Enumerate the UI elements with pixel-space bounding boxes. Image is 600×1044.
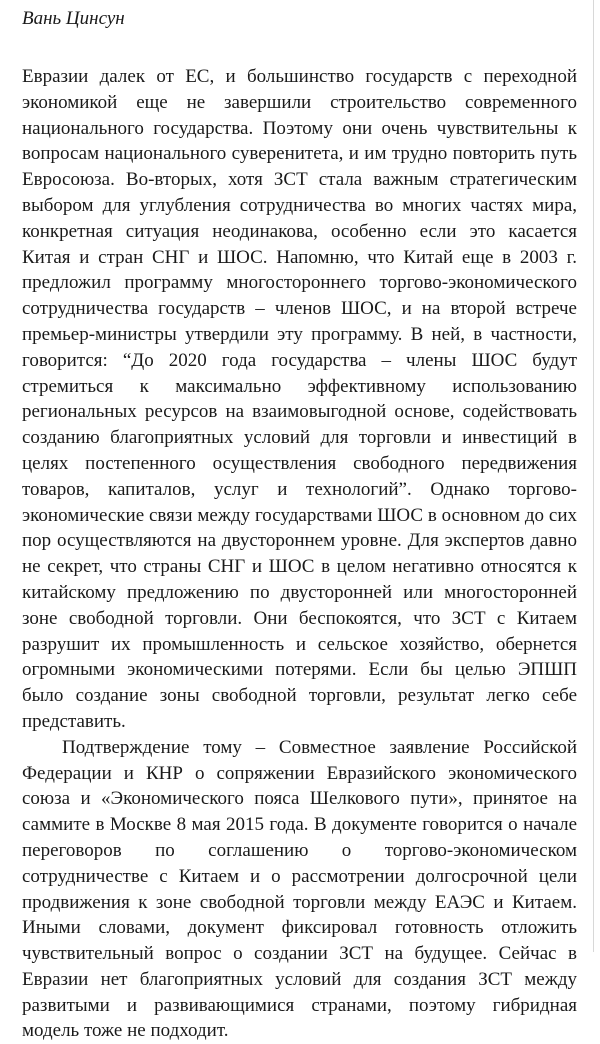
- body-text: [22, 64, 577, 1044]
- paragraph-continued: Евразии далек от ЕС, и большинство государств с переходной экономикой еще не завершили строительство современного национального государства. Поэтому они очень чувствительны к вопросам национального суверенитета, и им трудно повторить путь Евросоюза. Во-вторых, хотя ЗСТ стала важным стратегическим выбором для углубления сотрудничества во многих частях мира, конкретная ситуация неодинакова, особенно если это касается Китая и стран СНГ и ШОС. Напомню, что Китай еще в 2003 г. предложил программу многостороннего торгово-экономического сотрудничества государств – членов ШОС, и на второй встрече премьер-министры утвердили эту программу. В ней, в частности, говорится: “До 2020 года государства – члены ШОС будут стремиться к максимально эффективному использованию региональных ресурсов на взаимовыгодной основе, содействовать созданию благоприятных условий для торговли и инвестиций в целях постепенного осуществления свободного передвижения товаров, капиталов, услуг и технологий”. Однако торгово-экономические связи между государствами ШОС в основном до сих пор осуществляются на двустороннем уровне. Для экспертов давно не секрет, что страны СНГ и ШОС в целом негативно относятся к китайскому предложению по двусторонней или многосторонней зоне свободной торговли. Они беспокоятся, что ЗСТ с Китаем разрушит их промышленность и сельское хозяйство, обернется огромными экономическими потерями. Если бы целью ЭПШП было создание зоны свободной торговли, результат легко себе представить.: [22, 66, 577, 732]
- paragraph: Подтверждение тому – Совместное заявление Российской Федерации и КНР о сопряжении Евразийского экономического союза и «Экономического пояса Шелкового пути», принятое на саммите в Москве 8 мая 2015 года. В документе говорится о начале переговоров по соглашению о торгово-экономическом сотрудничестве с Китаем и о рассмотрении долгосрочной цели продвижения к зоне свободной торговли между ЕАЭС и Китаем. Иными словами, документ фиксировал готовность отложить чувствительный вопрос о создании ЗСТ на будущее. Сейчас в Евразии нет благоприятных условий для создания ЗСТ между развитыми и развивающимися странами, поэтому гибридная модель тоже не подходит.: [22, 736, 577, 1042]
- running-header-author: Вань Цинсун: [22, 8, 125, 29]
- page-edge-rule: [593, 0, 594, 952]
